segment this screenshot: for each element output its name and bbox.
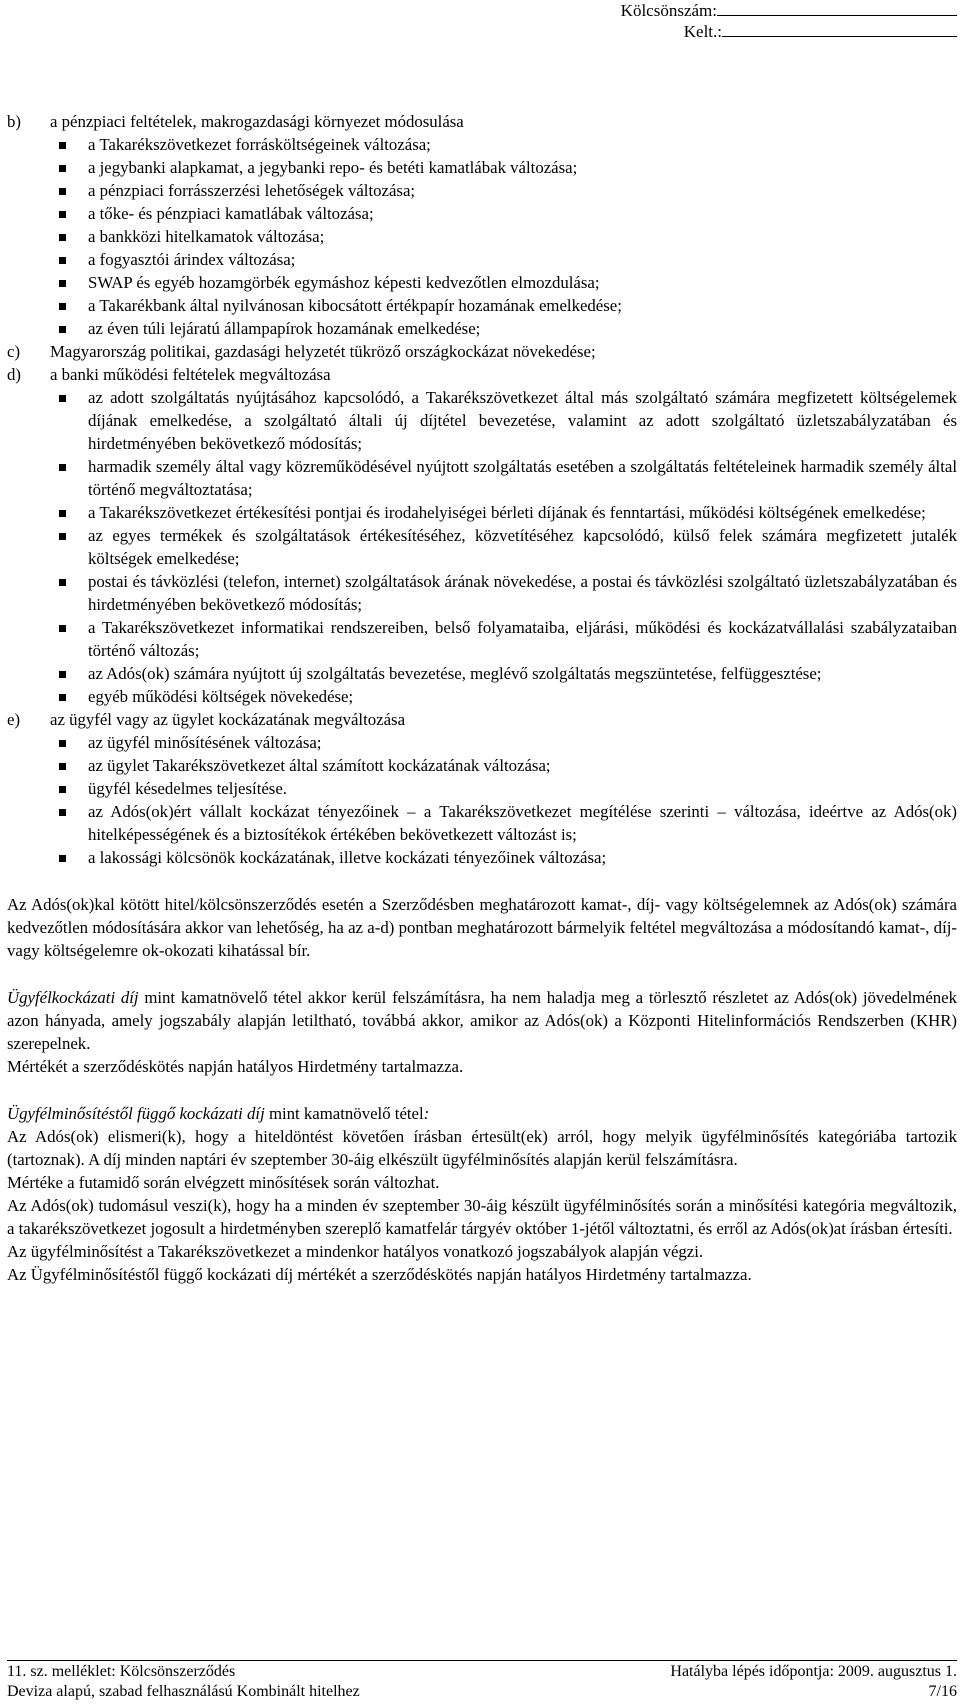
bullet-list	[50, 731, 957, 869]
section-b	[7, 110, 957, 340]
section-e	[7, 708, 957, 869]
bullet-icon	[59, 142, 66, 149]
list-item: az adott szolgáltatás nyújtásához kapcsolódó, a Takarékszövetkezet által más szolgáltató számára megfizetett költségelemek díjának emelkedése, a szolgáltató általi új díjtétel bevezetése, valamint az adott szolgáltató üzletszabályzatában és hirdetményében bekövetkező módosítás;	[50, 386, 957, 455]
section-title: a banki működési feltételek megváltozása	[50, 365, 331, 384]
list-item: SWAP és egyéb hozamgörbék egymáshoz képesti kedvezőtlen elmozdulása;	[50, 271, 957, 294]
footer-annex: 11. sz. melléklet: Kölcsönszerződés	[7, 1663, 236, 1680]
bullet-icon	[59, 303, 66, 310]
bullet-icon	[59, 510, 66, 517]
list-item: a Takarékszövetkezet informatikai rendszereiben, belső folyamataiba, eljárási, működési és kockázatvállalási szabályzataiban történő változás;	[50, 616, 957, 662]
bullet-icon	[59, 625, 66, 632]
list-item: a tőke- és pénzpiaci kamatlábak változása;	[50, 202, 957, 225]
rating-paragraph: Az Adós(ok) tudomásul veszi(k), hogy ha a minden év szeptember 30-áig készült ügyfélminősítés során a minősítési kategória megváltozik, a takarékszövetkezet jogosult a hirdetményben szereplő kamatfelár tárgyév október 1-jétől változtatni, és erről az Adós(ok)at írásban értesíti.	[7, 1196, 957, 1238]
section-d	[7, 363, 957, 708]
list-item: harmadik személy által vagy közreműködésével nyújtott szolgáltatás esetében a szolgáltatás feltételeinek harmadik személy által történő megváltoztatása;	[50, 455, 957, 501]
list-item: az ügylet Takarékszövetkezet által számított kockázatának változása;	[50, 754, 957, 777]
list-item: az ügyfél minősítésének változása;	[50, 731, 957, 754]
list-item: a Takarékbank által nyilvánosan kibocsátott értékpapír hozamának emelkedése;	[50, 294, 957, 317]
bullet-icon	[59, 694, 66, 701]
section-title: az ügyfél vagy az ügylet kockázatának megváltozása	[50, 710, 406, 729]
loan-number-field[interactable]	[717, 1, 957, 16]
bullet-icon	[59, 326, 66, 333]
list-item: a Takarékszövetkezet értékesítési pontjai és irodahelyiségei bérleti díjának és fenntartási, működési költségének emelkedése;	[50, 501, 957, 524]
list-item: ügyfél késedelmes teljesítése.	[50, 777, 957, 800]
bullet-icon	[59, 786, 66, 793]
bullet-list	[50, 386, 957, 708]
section-label: b)	[7, 112, 21, 131]
date-line	[621, 21, 957, 42]
section-title: Magyarország politikai, gazdasági helyzetét tükröző országkockázat növekedése;	[50, 342, 596, 361]
rating-paragraph: Az ügyfélminősítést a Takarékszövetkezet a mindenkor hatályos vonatkozó jogszabályok alapján végzi.	[7, 1242, 704, 1261]
bullet-icon	[59, 211, 66, 218]
list-item: a bankközi hitelkamatok változása;	[50, 225, 957, 248]
list-item: az Adós(ok)ért vállalt kockázat tényezőinek – a Takarékszövetkezet megítélése szerinti – változása, ideértve az Adós(ok) hitelképességének és a biztosítékok értékében bekövetkezett változást is;	[50, 800, 957, 846]
section-label: e)	[7, 710, 21, 729]
bullet-icon	[59, 671, 66, 678]
bullet-icon	[59, 533, 66, 540]
rating-fee-term: Ügyfélminősítéstől függő kockázati díj	[7, 1104, 265, 1123]
bullet-icon	[59, 579, 66, 586]
list-item: a pénzpiaci forrásszerzési lehetőségek változása;	[50, 179, 957, 202]
bullet-icon	[59, 234, 66, 241]
section-label: d)	[7, 365, 21, 384]
section-label: c)	[7, 342, 21, 361]
bullet-icon	[59, 855, 66, 862]
page-header	[621, 0, 957, 42]
section-c	[7, 340, 957, 363]
loan-number-label: Kölcsönszám:	[620, 1, 717, 20]
list-item: az éven túli lejáratú állampapírok hozamának emelkedése;	[50, 317, 957, 340]
list-item: a jegybanki alapkamat, a jegybanki repo- és betéti kamatlábak változása;	[50, 156, 957, 179]
bullet-icon	[59, 395, 66, 402]
rating-paragraph: Az Ügyfélminősítéstől függő kockázati díj mértékét a szerződéskötés napján hatályos Hirdetmény tartalmazza.	[7, 1265, 752, 1284]
date-label: Kelt.:	[683, 22, 722, 41]
bullet-icon	[59, 763, 66, 770]
bullet-icon	[59, 464, 66, 471]
page-footer	[7, 1660, 957, 1702]
date-field[interactable]	[722, 22, 957, 37]
list-item: a Takarékszövetkezet forrásköltségeinek változása;	[50, 133, 957, 156]
list-item: a lakossági kölcsönök kockázatának, illetve kockázati tényezőinek változása;	[50, 846, 957, 869]
bullet-icon	[59, 165, 66, 172]
bullet-icon	[59, 280, 66, 287]
modification-paragraph: Az Adós(ok)kal kötött hitel/kölcsönszerződés esetén a Szerződésben meghatározott kamat-, díj- vagy költségelemnek az Adós(ok) számára kedvezőtlen módosítására akkor van lehetőség, ha az a-d) pontban meghatározott bármelyik feltétel megváltozása a módosítandó kamat-, díj- vagy költségelemre ok-okozati kihatással bír.	[7, 895, 957, 960]
rating-fee-text: mint kamatnövelő tétel	[264, 1104, 424, 1123]
bullet-icon	[59, 809, 66, 816]
risk-fee-text: mint kamatnövelő tétel akkor kerül felszámításra, ha nem haladja meg a törlesztő részletet az Adós(ok) jövedelmének azon hányada, amely jogszabály alapján letiltható, továbbá akkor, amikor az Adós(ok) a Központi Hitelinformációs Rendszerben (KHR) szerepelnek.	[7, 988, 958, 1053]
rating-paragraph: Az Adós(ok) elismeri(k), hogy a hiteldöntést követően írásban értesült(ek) arról, hogy melyik ügyfélminősítés kategóriába tartozik (tartoznak). A díj minden naptári év szeptember 30-áig elkészült ügyfélminősítés alapján kerül felszámításra.	[7, 1127, 957, 1169]
list-item: a fogyasztói árindex változása;	[50, 248, 957, 271]
document-body	[7, 110, 957, 1286]
section-title: a pénzpiaci feltételek, makrogazdasági környezet módosulása	[50, 112, 464, 131]
rating-paragraph: Mértéke a futamidő során elvégzett minősítések során változhat.	[7, 1173, 440, 1192]
list-item: postai és távközlési (telefon, internet) szolgáltatások árának növekedése, a postai és távközlési szolgáltató üzletszabályzatában és hirdetményében bekövetkező módosítás;	[50, 570, 957, 616]
risk-fee-term: Ügyfélkockázati díj	[7, 988, 139, 1007]
risk-fee-paragraph	[7, 986, 957, 1055]
list-item: az egyes termékek és szolgáltatások értékesítéséhez, közvetítéséhez kapcsolódó, külső felek számára megfizetett jutalék költségek emelkedése;	[50, 524, 957, 570]
list-item: egyéb működési költségek növekedése;	[50, 685, 957, 708]
bullet-list	[50, 133, 957, 340]
page-number: 7/16	[928, 1683, 957, 1700]
list-item: az Adós(ok) számára nyújtott új szolgáltatás bevezetése, meglévő szolgáltatás megszüntetése, felfüggesztése;	[50, 662, 957, 685]
bullet-icon	[59, 188, 66, 195]
bullet-icon	[59, 740, 66, 747]
bullet-icon	[59, 257, 66, 264]
risk-fee-extra: Mértékét a szerződéskötés napján hatályos Hirdetmény tartalmazza.	[7, 1057, 464, 1076]
footer-product: Deviza alapú, szabad felhasználású Kombinált hitelhez	[7, 1683, 360, 1700]
loan-number-line	[621, 0, 957, 21]
footer-effective-date: Hatályba lépés időpontja: 2009. augusztus 1.	[670, 1663, 957, 1680]
rating-fee-heading: Ügyfélminősítéstől függő kockázati díj mint kamatnövelő tétel:	[7, 1104, 430, 1123]
